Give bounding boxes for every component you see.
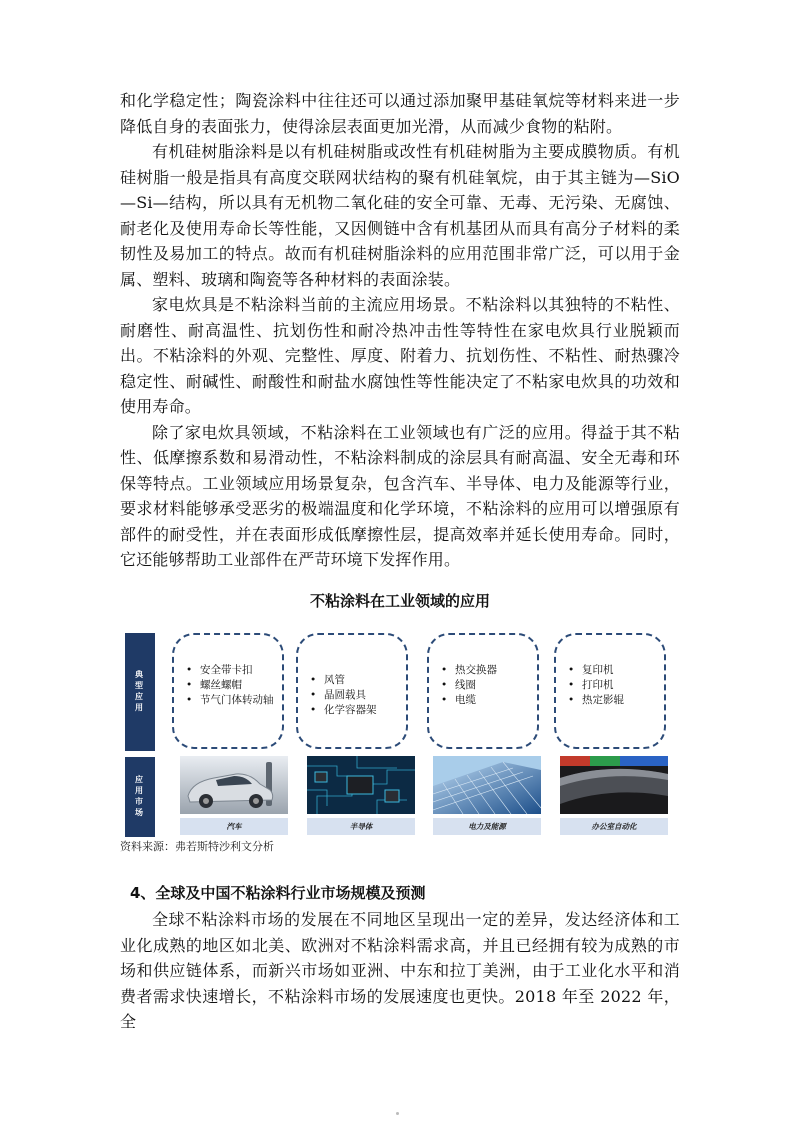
list-item: • 安全带卡扣 bbox=[184, 663, 276, 678]
office-roller-image bbox=[560, 756, 668, 814]
application-box-semiconductor bbox=[296, 633, 408, 749]
body-text bbox=[120, 88, 680, 573]
paragraph: 家电炊具是不粘涂料当前的主流应用场景。不粘涂料以其独特的不粘性、耐磨性、耐高温性、抗划伤性和耐冷热冲击性等特性在家电炊具行业脱颖而出。不粘涂料的外观、完整性、厚度、附着力、抗划伤性、不粘性、耐热骤冷稳定性、耐碱性、耐酸性和耐盐水腐蚀性等性能决定了不粘家电炊具的功效和使用寿命。 bbox=[120, 295, 680, 416]
figure-title: 不粘涂料在工业领域的应用 bbox=[309, 592, 490, 610]
list-item: • 晶圆载具 bbox=[308, 688, 400, 703]
section-heading: 4、全球及中国不粘涂料行业市场规模及预测 bbox=[130, 884, 426, 902]
row-label-typical: 典型应用 bbox=[125, 633, 155, 751]
caption-office: 办公室自动化 bbox=[560, 818, 668, 835]
page-marker bbox=[396, 1112, 399, 1115]
list-item: • 化学容器架 bbox=[308, 703, 400, 718]
application-box-energy bbox=[427, 633, 539, 749]
list-item: • 复印机 bbox=[566, 663, 658, 678]
paragraph: 和化学稳定性；陶瓷涂料中往往还可以通过添加聚甲基硅氧烷等材料来进一步降低自身的表面张力，使得涂层表面更加光滑，从而减少食物的粘附。 bbox=[120, 91, 680, 136]
solar-panel-image bbox=[433, 756, 541, 814]
list-item: • 节气门体转动轴 bbox=[184, 693, 276, 708]
figure-source: 资料来源：弗若斯特沙利文分析 bbox=[120, 840, 274, 853]
row-label-market: 应用市场 bbox=[125, 757, 155, 837]
car-image bbox=[180, 756, 288, 814]
paragraph: 有机硅树脂涂料是以有机硅树脂或改性有机硅树脂为主要成膜物质。有机硅树脂一般是指具有高度交联网状结构的聚有机硅氧烷，由于其主链为—SiO—Si—结构，所以具有无机物二氧化硅的安全可靠、无毒、无污染、无腐蚀、耐老化及使用寿命长等性能，又因侧链中含有机基团从而具有高分子材料的柔韧性及易加工的特点。故而有机硅树脂涂料的应用范围非常广泛，可以用于金属、塑料、玻璃和陶瓷等各种材料的表面涂装。 bbox=[120, 142, 680, 289]
application-figure bbox=[125, 630, 670, 840]
caption-energy: 电力及能源 bbox=[433, 818, 541, 835]
semiconductor-image bbox=[307, 756, 415, 814]
list-item: • 风管 bbox=[308, 673, 400, 688]
list-item: • 电缆 bbox=[439, 693, 531, 708]
list-item: • 热交换器 bbox=[439, 663, 531, 678]
list-item: • 热定影辊 bbox=[566, 693, 658, 708]
application-box-auto bbox=[172, 633, 284, 749]
application-box-office bbox=[554, 633, 666, 749]
list-item: • 打印机 bbox=[566, 678, 658, 693]
body-text-2 bbox=[120, 907, 680, 1035]
paragraph: 除了家电炊具领域，不粘涂料在工业领域也有广泛的应用。得益于其不粘性、低摩擦系数和易滑动性，不粘涂料制成的涂层具有耐高温、安全无毒和环保等特点。工业领域应用场景复杂，包含汽车、半导体、电力及能源等行业，要求材料能够承受恶劣的极端温度和化学环境，不粘涂料的应用可以增强原有部件的耐受性，并在表面形成低摩擦性层，提高效率并延长使用寿命。同时，它还能够帮助工业部件在严苛环境下发挥作用。 bbox=[120, 422, 680, 569]
caption-auto: 汽车 bbox=[180, 818, 288, 835]
list-item: • 线圈 bbox=[439, 678, 531, 693]
caption-semiconductor: 半导体 bbox=[307, 818, 415, 835]
paragraph: 全球不粘涂料市场的发展在不同地区呈现出一定的差异，发达经济体和工业化成熟的地区如北美、欧洲对不粘涂料需求高，并且已经拥有较为成熟的市场和供应链体系，而新兴市场如亚洲、中东和拉丁美洲，由于工业化水平和消费者需求快速增长，不粘涂料市场的发展速度也更快。2018 年至 2022 年，全 bbox=[120, 910, 680, 1031]
list-item: • 螺丝螺帽 bbox=[184, 678, 276, 693]
